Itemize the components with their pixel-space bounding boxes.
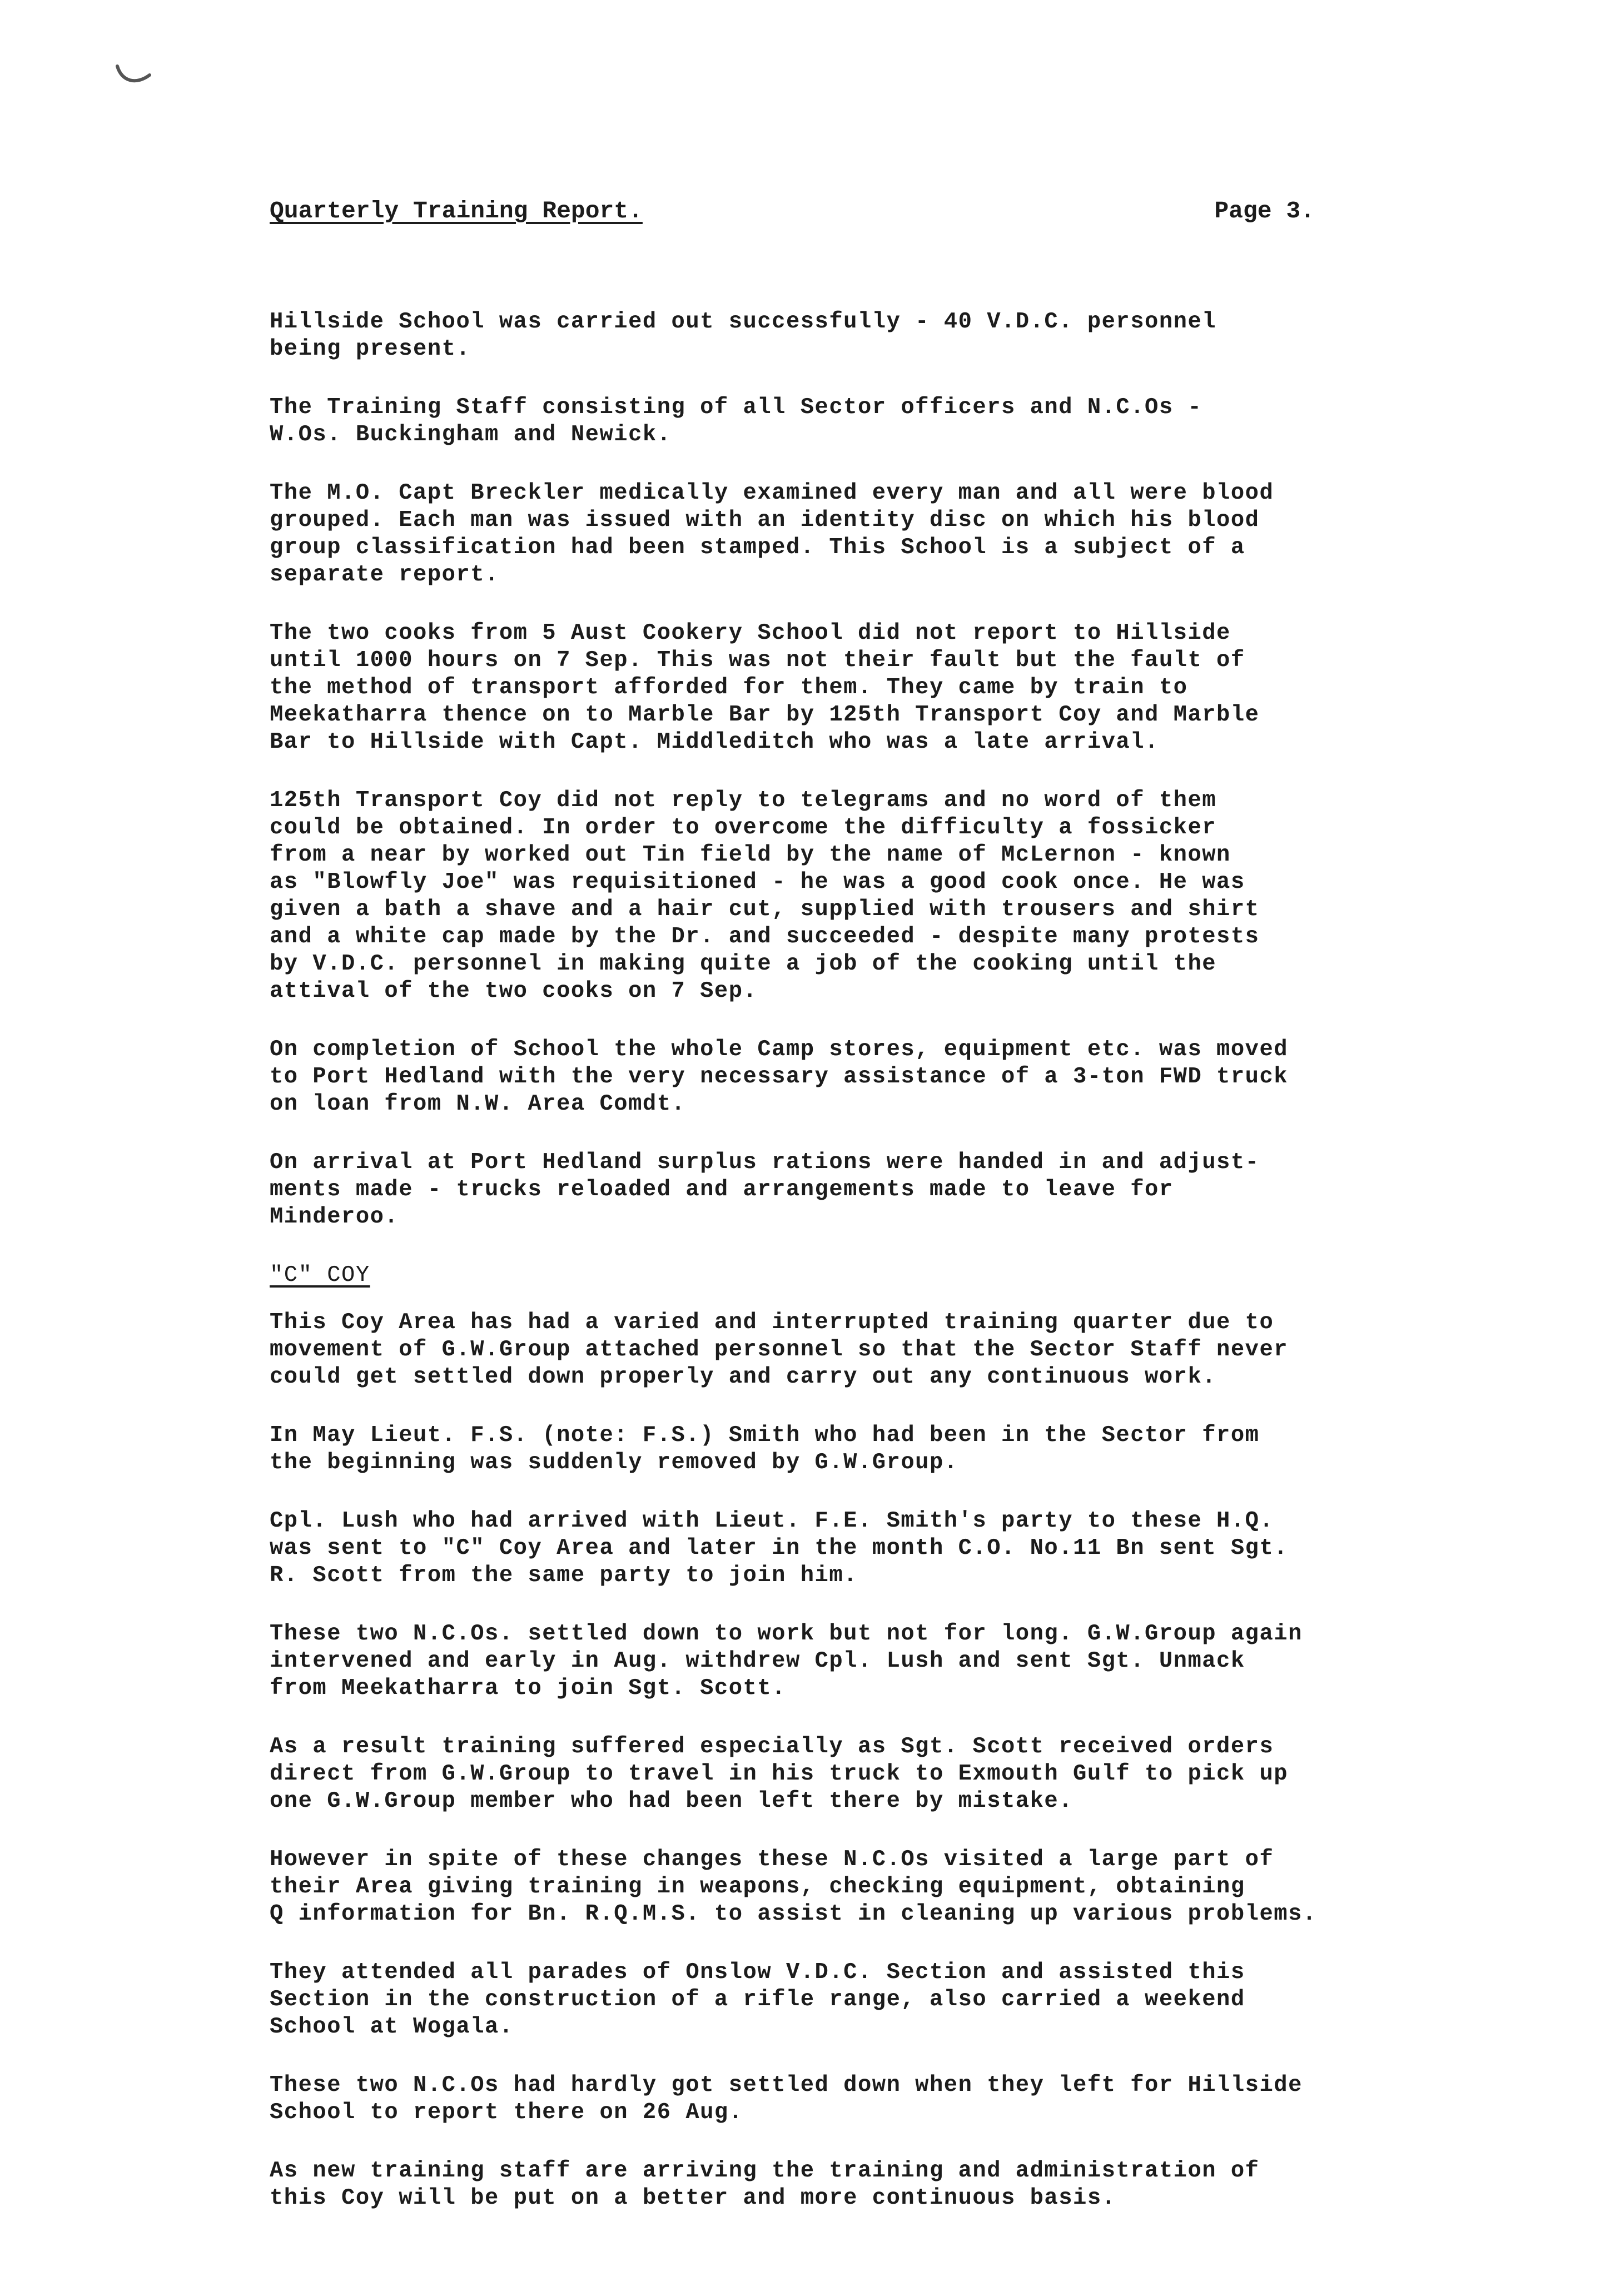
section-heading: "C" COY — [270, 1263, 370, 1288]
corner-mark-icon — [114, 58, 153, 92]
paragraph: However in spite of these changes these N.C.Os visited a large part of their Area giving training in weapons, checking equipment, obtaining Q information for Bn. R.Q.M.S. to assist in cleaning up various problems. — [270, 1847, 1317, 1927]
paragraph: 125th Transport Coy did not reply to telegrams and no word of them could be obtained. In order to overcome the difficulty a fossicker from a near by worked out Tin field by the name of McLernon - known as "Blowfly Joe" was requisitioned - he was a good cook once. He was given a bath a shave and a hair cut, supplied with trousers and shirt and a white cap made by the Dr. and succeeded - despite many protests by V.D.C. personnel in making quite a job of the cooking until the attival of the two cooks on 7 Sep. — [270, 788, 1260, 1004]
paragraph: Hillside School was carried out successfully - 40 V.D.C. personnel being present. — [270, 309, 1217, 362]
paragraph: The two cooks from 5 Aust Cookery School did not report to Hillside until 1000 hours on 7 Sep. This was not their fault but the fault of the method of transport afforded for them. They came by train to Meekatharra thence on to Marble Bar by 125th Transport Coy and Marble Bar to Hillside with Capt. Middleditch who was a late arrival. — [270, 620, 1260, 755]
paragraph: As a result training suffered especially as Sgt. Scott received orders direct from G.W.Group to travel in his truck to Exmouth Gulf to pick up one G.W.Group member who had been left there by mistake. — [270, 1734, 1289, 1814]
paragraph: They attended all parades of Onslow V.D.C. Section and assisted this Section in the construction of a rifle range, also carried a weekend School at Wogala. — [270, 1960, 1245, 2040]
paragraph: As new training staff are arriving the training and administration of this Coy will be put on a better and more continuous basis. — [270, 2158, 1260, 2211]
paragraph: On completion of School the whole Camp stores, equipment etc. was moved to Port Hedland with the very necessary assistance of a 3-ton FWD truck on loan from N.W. Area Comdt. — [270, 1037, 1289, 1117]
report-title: Quarterly Training Report. — [270, 197, 643, 225]
page-number: Page 3. — [1214, 197, 1315, 225]
paragraph: These two N.C.Os had hardly got settled down when they left for Hillside School to report there on 26 Aug. — [270, 2073, 1303, 2125]
paragraph: These two N.C.Os. settled down to work but not for long. G.W.Group again intervened and early in Aug. withdrew Cpl. Lush and sent Sgt. Unmack from Meekatharra to join Sgt. Scott. — [270, 1621, 1303, 1701]
paragraph: This Coy Area has had a varied and interrupted training quarter due to movement of G.W.Group attached personnel so that the Sector Staff never could get settled down properly and carry out any continuous work. — [270, 1310, 1289, 1390]
paragraph: The Training Staff consisting of all Sector officers and N.C.Os - W.Os. Buckingham and Newick. — [270, 395, 1202, 448]
report-body — [270, 309, 1426, 2243]
paragraph: On arrival at Port Hedland surplus rations were handed in and adjust- ments made - trucks reloaded and arrangements made to leave for Minderoo. — [270, 1150, 1260, 1230]
paragraph: In May Lieut. F.S. (note: F.S.) Smith who had been in the Sector from the beginning was suddenly removed by G.W.Group. — [270, 1423, 1260, 1475]
page-header — [270, 197, 1315, 231]
paragraph: Cpl. Lush who had arrived with Lieut. F.E. Smith's party to these H.Q. was sent to "C" Coy Area and later in the month C.O. No.11 Bn sent Sgt. R. Scott from the same party to join him. — [270, 1508, 1289, 1588]
paragraph: The M.O. Capt Breckler medically examined every man and all were blood grouped. Each man was issued with an identity disc on which his blood group classification had been stamped. This School is a subject of a separate report. — [270, 480, 1274, 588]
